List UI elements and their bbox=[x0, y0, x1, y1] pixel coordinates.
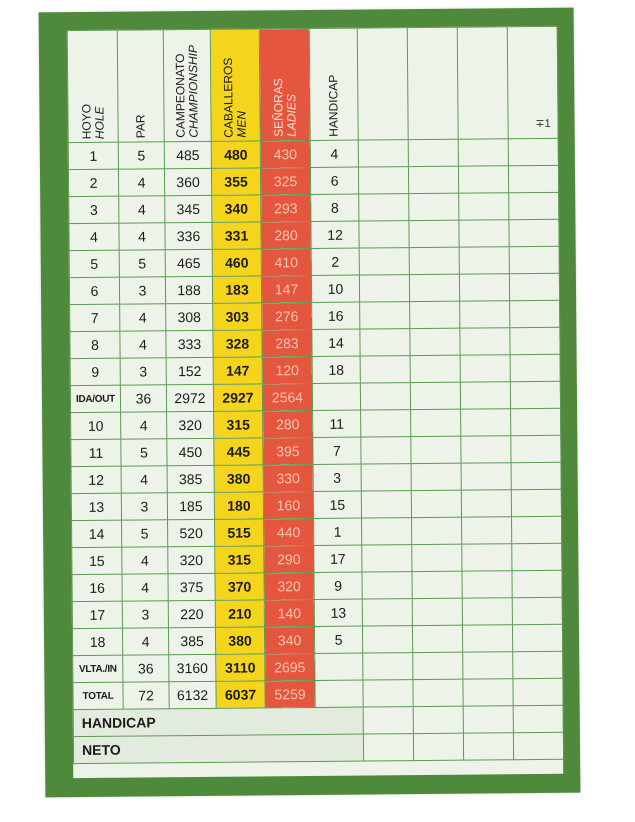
hole-row bbox=[72, 624, 562, 655]
score-cell[interactable] bbox=[512, 624, 562, 651]
score-cell[interactable] bbox=[461, 409, 511, 436]
score-cell[interactable] bbox=[458, 166, 508, 193]
in-row-par: 36 bbox=[123, 655, 169, 682]
men-distance: 480 bbox=[211, 141, 260, 168]
ladies-distance: 140 bbox=[264, 599, 314, 626]
championship-distance: 185 bbox=[167, 492, 214, 519]
total-row-men: 6037 bbox=[216, 681, 265, 708]
total-row-championship: 6132 bbox=[169, 681, 216, 708]
championship-distance: 375 bbox=[168, 573, 215, 600]
men-distance: 331 bbox=[212, 222, 261, 249]
par-value: 5 bbox=[121, 439, 167, 466]
score-cell[interactable] bbox=[512, 543, 562, 570]
hole-row bbox=[71, 408, 561, 439]
championship-distance: 320 bbox=[168, 546, 215, 573]
hole-row bbox=[72, 570, 562, 601]
score-cell[interactable] bbox=[360, 383, 410, 410]
header-championship: CAMPEONATO CHAMPIONSHIP bbox=[163, 29, 211, 141]
in-row-handicap bbox=[315, 653, 363, 680]
handicap-value: 6 bbox=[310, 167, 358, 194]
header-player-1[interactable] bbox=[357, 28, 408, 140]
par-value: 4 bbox=[122, 628, 168, 655]
handicap-value: 3 bbox=[313, 464, 361, 491]
championship-distance: 220 bbox=[168, 600, 215, 627]
handicap-value: 1 bbox=[314, 518, 362, 545]
ladies-distance: 280 bbox=[261, 221, 311, 248]
scorecard-panel bbox=[67, 26, 564, 778]
out-row-ladies: 2564 bbox=[262, 383, 312, 410]
handicap-entry-cell[interactable] bbox=[413, 706, 463, 733]
men-distance: 355 bbox=[211, 168, 260, 195]
handicap-value: 17 bbox=[314, 545, 362, 572]
par-value: 4 bbox=[121, 412, 167, 439]
score-cell[interactable] bbox=[461, 436, 511, 463]
hole-row bbox=[72, 516, 562, 547]
men-distance: 340 bbox=[212, 195, 261, 222]
score-cell[interactable] bbox=[411, 436, 461, 463]
score-cell[interactable] bbox=[409, 247, 459, 274]
score-cell[interactable] bbox=[412, 598, 462, 625]
score-cell[interactable] bbox=[512, 570, 562, 597]
hole-row bbox=[71, 462, 561, 493]
score-cell[interactable] bbox=[409, 193, 459, 220]
score-cell[interactable] bbox=[363, 653, 413, 680]
handicap-value: 15 bbox=[313, 491, 361, 518]
score-cell[interactable] bbox=[512, 597, 562, 624]
hole-number: 12 bbox=[71, 466, 121, 493]
score-cell[interactable] bbox=[463, 652, 513, 679]
out-row-men: 2927 bbox=[213, 384, 262, 411]
score-cell[interactable] bbox=[513, 678, 563, 705]
handicap-value: 9 bbox=[314, 572, 362, 599]
handicap-label: HANDICAP bbox=[73, 707, 363, 737]
score-cell[interactable] bbox=[359, 248, 409, 275]
score-cell[interactable] bbox=[412, 571, 462, 598]
total-row-handicap bbox=[315, 680, 363, 707]
header-row bbox=[67, 26, 558, 142]
par-value: 4 bbox=[122, 574, 168, 601]
out-row-par: 36 bbox=[120, 385, 166, 412]
hole-number: 14 bbox=[72, 520, 122, 547]
score-cell[interactable] bbox=[410, 355, 460, 382]
score-cell[interactable] bbox=[410, 301, 460, 328]
handicap-value: 18 bbox=[312, 356, 360, 383]
in-row bbox=[73, 651, 563, 682]
header-ladies: SEÑORAS LADIES bbox=[259, 28, 310, 140]
score-cell[interactable] bbox=[509, 192, 559, 219]
score-cell[interactable] bbox=[360, 356, 410, 383]
score-cell[interactable] bbox=[462, 625, 512, 652]
ladies-distance: 340 bbox=[264, 626, 314, 653]
score-cell[interactable] bbox=[411, 409, 461, 436]
header-player-2[interactable] bbox=[407, 27, 458, 139]
handicap-value: 14 bbox=[312, 329, 360, 356]
men-distance: 445 bbox=[214, 438, 263, 465]
handicap-entry-cell[interactable] bbox=[513, 705, 563, 732]
header-par: PAR bbox=[117, 30, 164, 142]
score-cell[interactable] bbox=[413, 679, 463, 706]
header-men: CABALLEROS MEN bbox=[210, 29, 260, 141]
championship-distance: 320 bbox=[167, 411, 214, 438]
par-value: 5 bbox=[118, 142, 164, 169]
score-cell[interactable] bbox=[511, 462, 561, 489]
championship-distance: 360 bbox=[164, 168, 211, 195]
championship-distance: 308 bbox=[166, 303, 213, 330]
score-cell[interactable] bbox=[511, 408, 561, 435]
hole-row bbox=[71, 435, 561, 466]
score-cell[interactable] bbox=[411, 463, 461, 490]
score-cell[interactable] bbox=[459, 247, 509, 274]
neto-row bbox=[73, 732, 563, 763]
score-cell[interactable] bbox=[459, 220, 509, 247]
hole-number: 6 bbox=[69, 277, 119, 304]
hole-row bbox=[70, 354, 560, 385]
hole-number: 18 bbox=[72, 628, 122, 655]
handicap-row bbox=[73, 705, 563, 736]
handicap-value: 2 bbox=[311, 248, 359, 275]
hole-row bbox=[69, 192, 559, 223]
ladies-distance: 147 bbox=[261, 275, 311, 302]
score-cell[interactable] bbox=[412, 544, 462, 571]
total-row-par: 72 bbox=[123, 682, 169, 709]
hole-number: 17 bbox=[72, 601, 122, 628]
score-cell[interactable] bbox=[410, 382, 460, 409]
score-cell[interactable] bbox=[360, 329, 410, 356]
hole-number: 10 bbox=[71, 412, 121, 439]
hole-row bbox=[69, 246, 559, 277]
men-distance: 210 bbox=[215, 600, 264, 627]
score-cell[interactable] bbox=[362, 572, 412, 599]
handicap-value: 7 bbox=[313, 437, 361, 464]
hole-number: 9 bbox=[70, 358, 120, 385]
ladies-distance: 290 bbox=[264, 545, 314, 572]
score-cell[interactable] bbox=[408, 166, 458, 193]
score-cell[interactable] bbox=[362, 626, 412, 653]
score-cell[interactable] bbox=[512, 516, 562, 543]
out-row-handicap bbox=[312, 383, 360, 410]
score-cell[interactable] bbox=[359, 275, 409, 302]
ladies-distance: 430 bbox=[260, 140, 310, 167]
handicap-value: 11 bbox=[313, 410, 361, 437]
men-distance: 515 bbox=[215, 519, 264, 546]
score-cell[interactable] bbox=[361, 491, 411, 518]
men-distance: 380 bbox=[214, 465, 263, 492]
hole-number: 15 bbox=[72, 547, 122, 574]
score-cell[interactable] bbox=[461, 463, 511, 490]
total-row-label: TOTAL bbox=[73, 682, 123, 709]
in-row-championship: 3160 bbox=[169, 654, 216, 681]
neto-entry-cell[interactable] bbox=[463, 733, 513, 760]
score-cell[interactable] bbox=[362, 545, 412, 572]
ladies-distance: 120 bbox=[262, 356, 312, 383]
score-cell[interactable] bbox=[511, 489, 561, 516]
score-cell[interactable] bbox=[459, 274, 509, 301]
score-cell[interactable] bbox=[361, 410, 411, 437]
hole-row bbox=[68, 138, 558, 169]
score-cell[interactable] bbox=[460, 355, 510, 382]
header-player-4[interactable]: ∓1 bbox=[507, 26, 558, 138]
hole-number: 5 bbox=[69, 250, 119, 277]
ladies-distance: 280 bbox=[263, 410, 313, 437]
ladies-distance: 410 bbox=[261, 248, 311, 275]
men-distance: 328 bbox=[213, 330, 262, 357]
championship-distance: 152 bbox=[166, 357, 213, 384]
neto-entry-cell[interactable] bbox=[513, 732, 563, 759]
score-cell[interactable] bbox=[462, 544, 512, 571]
par-value: 5 bbox=[122, 520, 168, 547]
championship-distance: 336 bbox=[165, 222, 212, 249]
handicap-entry-cell[interactable] bbox=[363, 707, 413, 734]
neto-entry-cell[interactable] bbox=[363, 734, 413, 761]
in-row-men: 3110 bbox=[216, 654, 265, 681]
handicap-value: 8 bbox=[311, 194, 359, 221]
scorecard bbox=[39, 8, 581, 798]
header-player-3[interactable] bbox=[457, 27, 508, 139]
championship-distance: 485 bbox=[164, 141, 211, 168]
ladies-distance: 320 bbox=[264, 572, 314, 599]
score-cell[interactable] bbox=[510, 327, 560, 354]
par-value: 4 bbox=[119, 223, 165, 250]
championship-distance: 188 bbox=[165, 276, 212, 303]
score-cell[interactable] bbox=[460, 301, 510, 328]
score-cell[interactable] bbox=[510, 381, 560, 408]
in-row-ladies: 2695 bbox=[265, 653, 315, 680]
ladies-distance: 283 bbox=[262, 329, 312, 356]
men-distance: 180 bbox=[214, 492, 263, 519]
score-cell[interactable] bbox=[358, 167, 408, 194]
handicap-entry-cell[interactable] bbox=[463, 706, 513, 733]
score-cell[interactable] bbox=[359, 194, 409, 221]
scorecard-table bbox=[67, 26, 564, 764]
score-cell[interactable] bbox=[408, 139, 458, 166]
score-cell[interactable] bbox=[508, 165, 558, 192]
hole-number: 13 bbox=[71, 493, 121, 520]
hole-row bbox=[70, 327, 560, 358]
par-value: 4 bbox=[120, 304, 166, 331]
par-value: 4 bbox=[118, 169, 164, 196]
score-cell[interactable] bbox=[461, 490, 511, 517]
par-value: 4 bbox=[121, 466, 167, 493]
hole-number: 4 bbox=[69, 223, 119, 250]
score-cell[interactable] bbox=[462, 598, 512, 625]
score-cell[interactable] bbox=[463, 679, 513, 706]
ladies-distance: 395 bbox=[263, 437, 313, 464]
men-distance: 147 bbox=[213, 357, 262, 384]
total-row bbox=[73, 678, 563, 709]
handicap-value: 16 bbox=[312, 302, 360, 329]
championship-distance: 333 bbox=[166, 330, 213, 357]
score-cell[interactable] bbox=[462, 517, 512, 544]
score-cell[interactable] bbox=[411, 490, 461, 517]
out-row bbox=[70, 381, 560, 412]
score-cell[interactable] bbox=[412, 625, 462, 652]
score-cell[interactable] bbox=[363, 680, 413, 707]
score-cell[interactable] bbox=[359, 221, 409, 248]
par-value: 4 bbox=[119, 196, 165, 223]
par-value: 3 bbox=[121, 493, 167, 520]
score-cell[interactable] bbox=[410, 328, 460, 355]
men-distance: 303 bbox=[213, 303, 262, 330]
score-cell[interactable] bbox=[412, 517, 462, 544]
score-cell[interactable] bbox=[508, 138, 558, 165]
score-cell[interactable] bbox=[511, 435, 561, 462]
par-value: 3 bbox=[120, 358, 166, 385]
score-cell[interactable] bbox=[510, 300, 560, 327]
par-value: 3 bbox=[119, 277, 165, 304]
score-cell[interactable] bbox=[361, 464, 411, 491]
men-distance: 315 bbox=[215, 546, 264, 573]
hole-number: 16 bbox=[72, 574, 122, 601]
score-cell[interactable] bbox=[360, 302, 410, 329]
score-cell[interactable] bbox=[509, 246, 559, 273]
ladies-distance: 330 bbox=[263, 464, 313, 491]
hole-number: 11 bbox=[71, 439, 121, 466]
handicap-value: 12 bbox=[311, 221, 359, 248]
score-cell[interactable] bbox=[513, 651, 563, 678]
score-cell[interactable] bbox=[362, 518, 412, 545]
hole-row bbox=[70, 300, 560, 331]
score-cell[interactable] bbox=[509, 219, 559, 246]
hole-row bbox=[69, 273, 559, 304]
out-row-label: IDA/OUT bbox=[70, 385, 120, 412]
men-distance: 315 bbox=[214, 411, 263, 438]
par-value: 4 bbox=[120, 331, 166, 358]
ladies-distance: 325 bbox=[260, 167, 310, 194]
men-distance: 380 bbox=[215, 627, 264, 654]
neto-label: NETO bbox=[73, 734, 363, 764]
championship-distance: 345 bbox=[165, 195, 212, 222]
hole-row bbox=[71, 489, 561, 520]
score-cell[interactable] bbox=[510, 354, 560, 381]
hole-row bbox=[68, 165, 558, 196]
championship-distance: 450 bbox=[167, 438, 214, 465]
men-distance: 370 bbox=[215, 573, 264, 600]
score-cell[interactable] bbox=[460, 382, 510, 409]
score-cell[interactable] bbox=[459, 193, 509, 220]
score-cell[interactable] bbox=[460, 328, 510, 355]
header-hole: HOYO HOLE bbox=[67, 30, 118, 142]
hole-number: 3 bbox=[69, 196, 119, 223]
out-row-championship: 2972 bbox=[166, 384, 213, 411]
hole-row bbox=[69, 219, 559, 250]
championship-distance: 385 bbox=[167, 465, 214, 492]
hole-number: 8 bbox=[70, 331, 120, 358]
ladies-distance: 160 bbox=[263, 491, 313, 518]
handicap-value: 13 bbox=[314, 599, 362, 626]
in-row-label: VLTA./IN bbox=[73, 655, 123, 682]
handicap-value: 10 bbox=[311, 275, 359, 302]
ladies-distance: 276 bbox=[262, 302, 312, 329]
neto-entry-cell[interactable] bbox=[413, 733, 463, 760]
hole-row bbox=[72, 543, 562, 574]
score-cell[interactable] bbox=[413, 652, 463, 679]
par-value: 4 bbox=[122, 547, 168, 574]
par-value: 5 bbox=[119, 250, 165, 277]
hole-number: 7 bbox=[70, 304, 120, 331]
ladies-distance: 440 bbox=[264, 518, 314, 545]
ladies-distance: 293 bbox=[261, 194, 311, 221]
par-value: 3 bbox=[122, 601, 168, 628]
championship-distance: 465 bbox=[165, 249, 212, 276]
score-cell[interactable] bbox=[358, 140, 408, 167]
men-distance: 460 bbox=[212, 249, 261, 276]
score-cell[interactable] bbox=[462, 571, 512, 598]
score-cell[interactable] bbox=[458, 139, 508, 166]
hole-number: 1 bbox=[68, 142, 118, 169]
score-cell[interactable] bbox=[509, 273, 559, 300]
header-handicap: HANDICAP bbox=[309, 28, 358, 140]
handicap-value: 4 bbox=[310, 140, 358, 167]
championship-distance: 520 bbox=[168, 519, 215, 546]
hole-row bbox=[72, 597, 562, 628]
total-row-ladies: 5259 bbox=[265, 680, 315, 707]
championship-distance: 385 bbox=[168, 627, 215, 654]
score-cell[interactable] bbox=[361, 437, 411, 464]
score-cell[interactable] bbox=[409, 220, 459, 247]
hole-number: 2 bbox=[68, 169, 118, 196]
men-distance: 183 bbox=[212, 276, 261, 303]
score-cell[interactable] bbox=[362, 599, 412, 626]
score-cell[interactable] bbox=[409, 274, 459, 301]
handicap-value: 5 bbox=[314, 626, 362, 653]
